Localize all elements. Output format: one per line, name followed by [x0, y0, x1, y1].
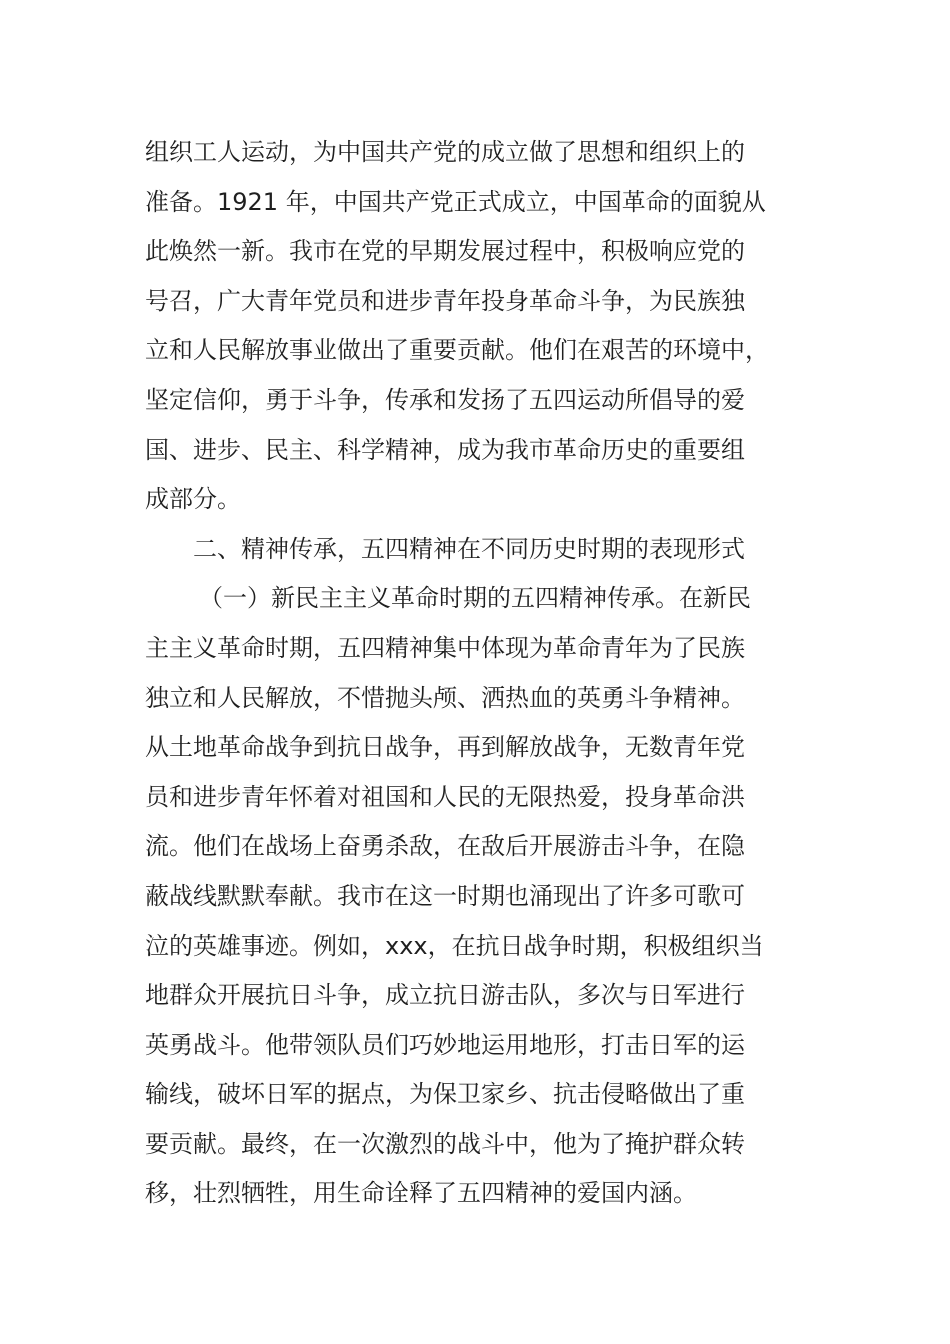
body-line: 要贡献。最终，在一次激烈的战斗中，他为了掩护群众转 [145, 1129, 745, 1158]
body-line: 此焕然一新。我市在党的早期发展过程中，积极响应党的 [145, 237, 745, 266]
body-line: 英勇战斗。他带领队员们巧妙地运用地形，打击日军的运 [145, 1030, 745, 1059]
body-line: 组织工人运动，为中国共产党的成立做了思想和组织上的 [145, 138, 745, 166]
body-line: 国、进步、民主、科学精神，成为我市革命历史的重要组 [145, 435, 745, 464]
body-line: 流。他们在战场上奋勇杀敌，在敌后开展游击斗争，在隐 [145, 832, 745, 861]
body-line: 从土地革命战争到抗日战争，再到解放战争，无数青年党 [145, 733, 745, 762]
body-line: 坚定信仰，勇于斗争，传承和发扬了五四运动所倡导的爱 [145, 385, 745, 414]
body-line: 立和人民解放事业做出了重要贡献。他们在艰苦的环境中， [145, 336, 769, 365]
body-line: 蔽战线默默奉献。我市在这一时期也涌现出了许多可歌可 [145, 881, 745, 910]
body-line: 准备。1921 年，中国共产党正式成立，中国革命的面貌从 [145, 187, 766, 216]
body-line: 输线，破坏日军的据点，为保卫家乡、抗击侵略做出了重 [145, 1080, 745, 1109]
section-heading: 二、精神传承，五四精神在不同历史时期的表现形式 [193, 534, 745, 563]
body-line: 员和进步青年怀着对祖国和人民的无限热爱，投身革命洪 [145, 782, 745, 811]
body-line: 主主义革命时期，五四精神集中体现为革命青年为了民族 [145, 633, 745, 662]
body-line: 号召，广大青年党员和进步青年投身革命斗争，为民族独 [145, 286, 745, 315]
body-line: 独立和人民解放，不惜抛头颅、洒热血的英勇斗争精神。 [145, 683, 745, 712]
document-body [145, 128, 805, 1219]
body-line: 地群众开展抗日斗争，成立抗日游击队，多次与日军进行 [145, 981, 745, 1010]
subsection-heading-line: （一）新民主主义革命时期的五四精神传承。在新民 [199, 584, 751, 613]
body-line: 移，壮烈牺牲，用生命诠释了五四精神的爱国内涵。 [145, 1179, 697, 1208]
body-line: 成部分。 [145, 485, 241, 514]
body-line: 泣的英雄事迹。例如，xxx，在抗日战争时期，积极组织当 [145, 931, 764, 960]
